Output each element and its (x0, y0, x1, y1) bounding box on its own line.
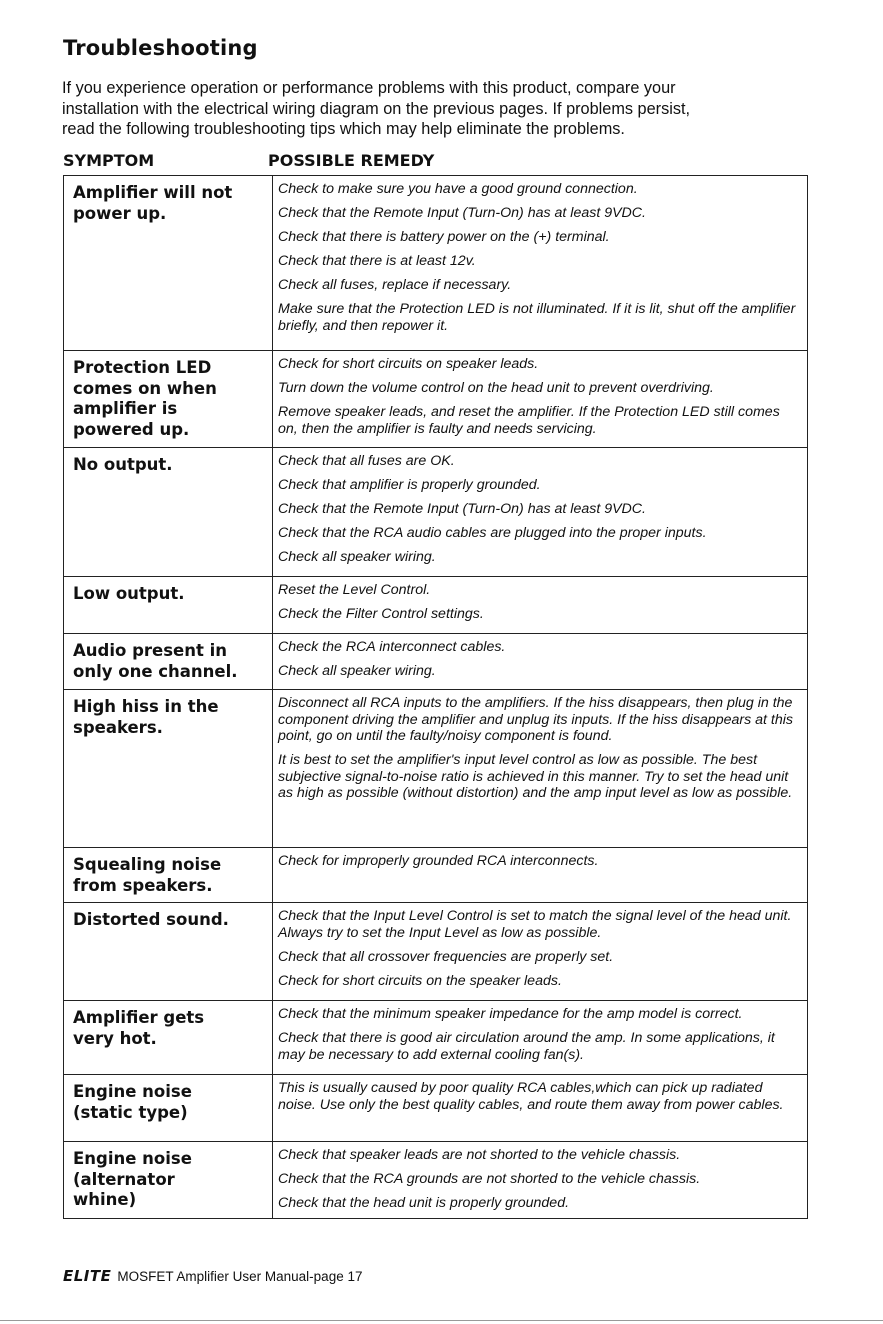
remedy-item: Check that amplifier is properly grounded. (278, 477, 541, 493)
remedy-item: It is best to set the amplifier's input level control as low as possible. The best subjective signal-to-noise ratio is achieved in this manner. Try to set the head unit as high as possible (without distortion) and the amp input level as low as possible. (278, 752, 793, 801)
remedy-item: Check all fuses, replace if necessary. (278, 277, 512, 293)
remedy-item: Check that the minimum speaker impedance for the amp model is correct. (278, 1006, 743, 1022)
remedy-cell (273, 1075, 808, 1142)
remedy-item: Check that all fuses are OK. (278, 453, 455, 469)
remedy-item: Disconnect all RCA inputs to the amplifiers. If the hiss disappears, then plug in the component driving the amplifier and unplug its inputs. If the hiss disappears at this point, go on until the faulty/noisy component is found. (278, 695, 793, 744)
remedy-item: Make sure that the Protection LED is not illuminated. If it is lit, shut off the amplifier briefly, and then repower it. (278, 301, 796, 334)
remedy-item: Check that the Input Level Control is set to match the signal level of the head unit. Always try to set the Input Level as low as possible. (278, 908, 792, 941)
troubleshooting-table-body (64, 176, 808, 1219)
remedy-item: Check for short circuits on the speaker leads. (278, 972, 562, 989)
remedy-cell (273, 903, 808, 1001)
remedy-item: Check for improperly grounded RCA interconnects. (278, 853, 599, 869)
intro-line: installation with the electrical wiring diagram on the previous pages. If problems persist, (62, 99, 691, 118)
symptom-cell: Engine noise (alternator whine) (64, 1142, 273, 1219)
table-row (64, 448, 808, 577)
symptom-cell: Amplifier gets very hot. (64, 1001, 273, 1075)
intro-paragraph (62, 78, 822, 140)
remedy-item: Check that there is at least 12v. (278, 253, 476, 269)
brand-logo: ELITE (63, 1267, 112, 1285)
table-row (64, 848, 808, 903)
remedy-item: Check that there is good air circulation around the amp. In some applications, it may be necessary to add external cooling fan(s). (278, 1030, 775, 1063)
page-footer (63, 1267, 362, 1285)
remedy-item: Turn down the volume control on the head unit to prevent overdriving. (278, 380, 714, 396)
remedy-item: Check that the head unit is properly grounded. (278, 1195, 570, 1211)
remedy-item: Check that the Remote Input (Turn-On) has at least 9VDC. (278, 205, 646, 221)
symptom-cell: Distorted sound. (64, 903, 273, 1001)
symptom-cell: Audio present in only one channel. (64, 634, 273, 690)
remedy-item: Check that there is battery power on the (+) terminal. (278, 229, 610, 245)
remedy-item: Check that speaker leads are not shorted to the vehicle chassis. (278, 1147, 681, 1163)
troubleshooting-table (63, 175, 808, 1219)
table-row (64, 634, 808, 690)
bottom-divider (0, 1320, 883, 1321)
symptom-cell: Protection LED comes on when amplifier is powered up. (64, 351, 273, 448)
remedy-column-header: POSSIBLE REMEDY (268, 151, 435, 170)
remedy-cell (273, 1142, 808, 1219)
remedy-item: Check the Filter Control settings. (278, 606, 484, 622)
remedy-item: Check the RCA interconnect cables. (278, 639, 506, 655)
table-row (64, 1075, 808, 1142)
intro-line: If you experience operation or performance problems with this product, compare your (62, 79, 676, 97)
footer-text: MOSFET Amplifier User Manual-page 17 (117, 1269, 363, 1284)
remedy-item: Check that the RCA audio cables are plugged into the proper inputs. (278, 525, 707, 541)
remedy-cell (273, 634, 808, 690)
remedy-cell (273, 176, 808, 351)
remedy-item: Check that the RCA grounds are not shorted to the vehicle chassis. (278, 1171, 701, 1187)
table-row (64, 1142, 808, 1219)
remedy-item: Check all speaker wiring. (278, 549, 436, 565)
symptom-cell: Squealing noise from speakers. (64, 848, 273, 903)
remedy-item: Reset the Level Control. (278, 582, 431, 598)
remedy-item: Check that the Remote Input (Turn-On) has at least 9VDC. (278, 501, 646, 517)
remedy-cell (273, 577, 808, 634)
table-row (64, 690, 808, 848)
table-row (64, 577, 808, 634)
remedy-cell (273, 448, 808, 577)
symptom-cell: Amplifier will not power up. (64, 176, 273, 351)
remedy-cell (273, 1001, 808, 1075)
remedy-item: Check all speaker wiring. (278, 663, 436, 679)
symptom-cell: No output. (64, 448, 273, 577)
symptom-cell: High hiss in the speakers. (64, 690, 273, 848)
remedy-item: Remove speaker leads, and reset the amplifier. If the Protection LED still comes on, then the amplifier is faulty and needs servicing. (278, 404, 780, 437)
remedy-cell (273, 690, 808, 848)
remedy-cell (273, 351, 808, 448)
remedy-item: Check that all crossover frequencies are properly set. (278, 948, 614, 965)
remedy-item: Check to make sure you have a good ground connection. (278, 181, 638, 197)
symptom-cell: Engine noise (static type) (64, 1075, 273, 1142)
page-title: Troubleshooting (63, 36, 258, 60)
remedy-item: Check for short circuits on speaker leads. (278, 356, 539, 372)
table-row (64, 176, 808, 351)
table-row (64, 1001, 808, 1075)
symptom-column-header: SYMPTOM (63, 151, 155, 170)
symptom-cell: Low output. (64, 577, 273, 634)
table-row (64, 903, 808, 1001)
table-row (64, 351, 808, 448)
remedy-cell (273, 848, 808, 903)
intro-line: read the following troubleshooting tips which may help eliminate the problems. (62, 120, 625, 138)
remedy-item: This is usually caused by poor quality RCA cables,which can pick up radiated noise. Use only the best quality cables, and route them away from power cables. (278, 1080, 784, 1113)
